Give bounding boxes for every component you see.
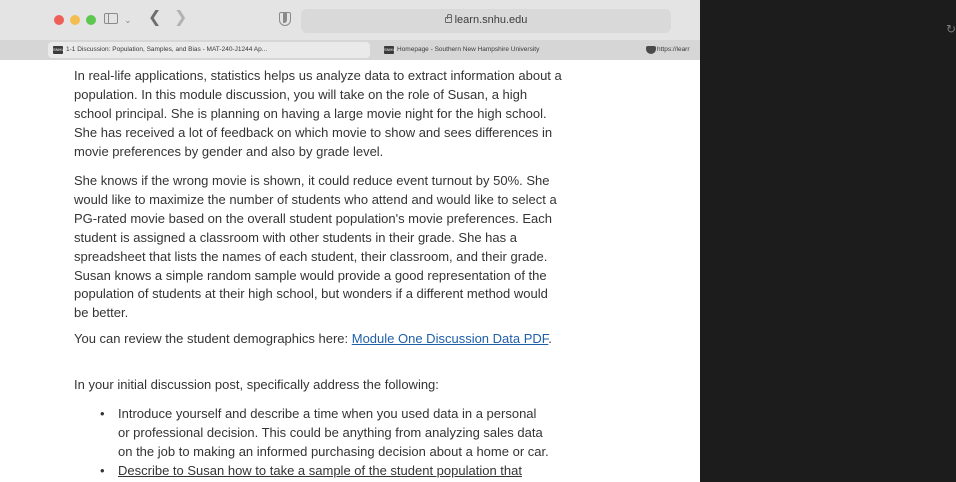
tab-homepage[interactable] bbox=[379, 42, 629, 58]
snhu-favicon-icon: SNHU bbox=[53, 47, 65, 52]
close-window-button[interactable] bbox=[54, 15, 64, 25]
address-bar-text bbox=[301, 14, 671, 26]
tab-learn[interactable] bbox=[641, 42, 701, 58]
list-item bbox=[100, 405, 550, 462]
lock-icon bbox=[445, 17, 452, 23]
snhu-favicon-icon: SNHU bbox=[384, 47, 396, 52]
bullet-icon: • bbox=[100, 462, 105, 478]
address-bar[interactable] bbox=[301, 9, 956, 36]
tab-title: Homepage - Southern New Hampshire University bbox=[397, 46, 540, 53]
instructions-paragraph: In your initial discussion post, specifically address the following: bbox=[74, 377, 439, 392]
demographics-period: . bbox=[548, 331, 552, 346]
url-label: learn.snhu.edu bbox=[454, 14, 528, 26]
shield-icon bbox=[646, 46, 656, 54]
zoom-window-button[interactable] bbox=[86, 15, 96, 25]
back-arrow-icon[interactable]: ❮ bbox=[148, 9, 162, 26]
sidebar-toggle-icon[interactable] bbox=[104, 13, 118, 24]
reload-icon[interactable]: ↻ bbox=[946, 22, 956, 36]
tab-discussion[interactable] bbox=[48, 42, 370, 58]
bullet-icon: • bbox=[100, 406, 105, 421]
tab-strip bbox=[0, 40, 700, 60]
scenario-paragraph: She knows if the wrong movie is shown, it could reduce event turnout by 50%. She would like to maximize the number of students who attend and would like to select a PG-rated movie based on the overall student population's movie preferences. Each student is assigned a classroom with other students in their grade. She has a spreadsheet that lists the names of each student, their classroom, and their grade. Susan knows a simple random sample would provide a good representation of the population of students at their high school, but wonders if a different method would be better. bbox=[74, 173, 557, 321]
chevron-down-icon[interactable]: ⌄ bbox=[124, 15, 132, 25]
list-item-text: Describe to Susan how to take a sample of the student population that bbox=[118, 462, 522, 478]
forward-arrow-icon[interactable]: ❯ bbox=[174, 9, 188, 26]
privacy-shield-icon[interactable] bbox=[279, 12, 291, 26]
requirements-list bbox=[100, 405, 550, 481]
page-content bbox=[0, 60, 700, 482]
tab-title: https://learr bbox=[657, 46, 690, 53]
list-item-text: Introduce yourself and describe a time when you used data in a personal or professional decision. This could be anything from analyzing sales data on the job to making an informed purchasing decision about a home or car. bbox=[118, 406, 549, 459]
tab-title: 1-1 Discussion: Population, Samples, and Bias - MAT-240-J1244 Ap... bbox=[66, 46, 268, 53]
minimize-window-button[interactable] bbox=[70, 15, 80, 25]
module-one-data-link[interactable]: Module One Discussion Data PDF bbox=[351, 331, 549, 346]
demographics-text: You can review the student demographics here: bbox=[74, 331, 352, 346]
list-item bbox=[100, 462, 550, 481]
intro-paragraph: In real-life applications, statistics helps us analyze data to extract information about a population. In this module discussion, you will take on the role of Susan, a high school principal. She is planning on having a large movie night for the high school. She has received a lot of feedback on which movie to show and sees differences in movie preferences by gender and also by grade level. bbox=[74, 68, 562, 159]
browser-toolbar bbox=[0, 0, 956, 40]
demographics-paragraph bbox=[74, 330, 562, 349]
